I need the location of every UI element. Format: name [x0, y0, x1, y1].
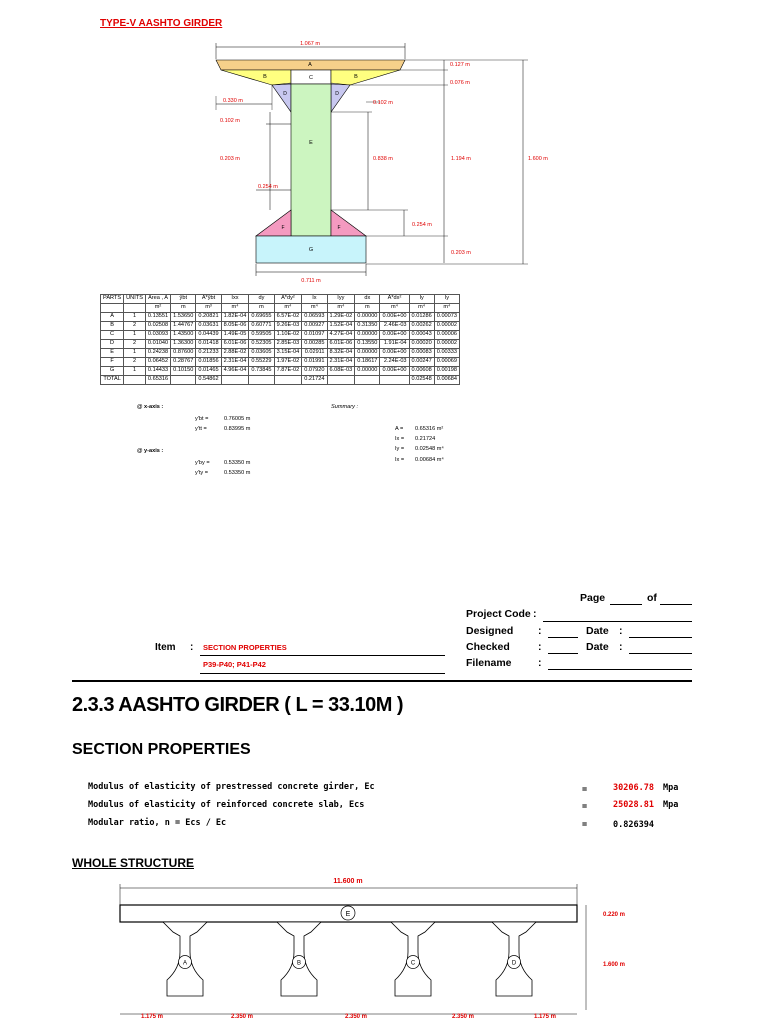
table-cell: 1.82E-04	[221, 313, 249, 322]
table-cell: 1.44767	[171, 322, 196, 331]
part-e-label: E	[309, 140, 313, 146]
dim-0203-left: 0.203 m	[220, 156, 240, 162]
table-cell: B	[101, 322, 124, 331]
yby-value: 0.53350 m	[224, 460, 251, 466]
checked-label: Checked	[466, 641, 510, 653]
col-header: Iy	[409, 295, 434, 304]
page-number-line	[610, 604, 642, 605]
y-axis-label: @ y-axis :	[137, 448, 164, 454]
mod2-value: 25028.81	[613, 800, 654, 810]
part-e-shape	[291, 84, 331, 236]
table-cell: 2.24E-03	[380, 358, 409, 367]
girder-label: D	[511, 960, 517, 967]
table-cell: 0.01991	[302, 358, 327, 367]
part-b-left-shape	[221, 70, 291, 85]
table-cell: 0.00006	[434, 331, 459, 340]
table-cell: C	[101, 331, 124, 340]
table-cell: 0.00608	[409, 367, 434, 376]
page-label: Page	[580, 592, 606, 604]
dim-top-width: 1.067 m	[300, 41, 320, 47]
filename-label: Filename	[466, 657, 512, 669]
yby-name: y'by =	[195, 460, 210, 466]
table-cell: 0.06593	[302, 313, 327, 322]
girder-d	[492, 922, 536, 996]
of-label: of	[647, 592, 657, 604]
table-cell: 2	[124, 322, 146, 331]
date-line	[629, 637, 692, 638]
table-cell: 1.91E-04	[380, 340, 409, 349]
table-cell: 6.01E-06	[221, 340, 249, 349]
item-box	[200, 638, 445, 674]
summary-name: Ix =	[395, 436, 405, 442]
filename-line	[548, 669, 692, 670]
date-line	[629, 653, 692, 654]
unit-cell: m⁴	[434, 304, 459, 313]
girder-label: A	[182, 960, 188, 967]
col-header: A*dy²	[274, 295, 302, 304]
colon: :	[538, 657, 542, 669]
table-cell: 0.00002	[434, 340, 459, 349]
part-f-left-shape	[256, 210, 291, 236]
dim-bottom-width: 0.711 m	[301, 278, 321, 284]
table-cell: 0.02548	[409, 376, 434, 385]
yty-name: y'ty =	[195, 470, 209, 476]
table-cell: 0.00198	[434, 367, 459, 376]
item-colon: :	[190, 642, 194, 653]
table-cell: 0.01040	[145, 340, 170, 349]
table-cell: 0.18617	[355, 358, 380, 367]
total-width: 11.600 m	[333, 878, 363, 885]
colon: :	[619, 625, 623, 637]
table-cell	[327, 376, 355, 385]
table-cell	[249, 376, 274, 385]
part-f-right-label: F	[337, 225, 341, 231]
table-cell: 6.57E-02	[274, 313, 302, 322]
unit-cell: m⁴	[409, 304, 434, 313]
unit-cell: m⁴	[274, 304, 302, 313]
colon: :	[538, 625, 542, 637]
part-d-right-shape	[331, 84, 350, 112]
part-a-label: A	[308, 62, 312, 68]
item-divider	[200, 655, 445, 656]
part-c-label: C	[309, 75, 313, 81]
table-cell: 0.21233	[196, 349, 221, 358]
table-cell: 0.21724	[302, 376, 327, 385]
ybt-value: 0.76005 m	[224, 416, 251, 422]
table-cell: 0.01418	[196, 340, 221, 349]
table-cell: 4.27E-04	[327, 331, 355, 340]
checked-line	[548, 653, 578, 654]
table-cell: 0.55229	[249, 358, 274, 367]
table-cell: 2.88E-02	[221, 349, 249, 358]
table-cell: 0.00073	[434, 313, 459, 322]
table-row	[101, 331, 460, 340]
table-cell: 7.87E-02	[274, 367, 302, 376]
x-axis-label: @ x-axis :	[137, 404, 164, 410]
table-cell: 0.24238	[145, 349, 170, 358]
section-heading: 2.3.3 AASHTO GIRDER ( L = 33.10M )	[72, 694, 404, 716]
table-row	[101, 313, 460, 322]
table-cell: 8.05E-06	[221, 322, 249, 331]
table-cell: 0.01097	[302, 331, 327, 340]
table-cell: 0.60771	[249, 322, 274, 331]
table-header-row	[101, 295, 460, 304]
ybt-name: y'bt =	[195, 416, 209, 422]
col-header: Ix	[302, 295, 327, 304]
table-cell: 1.53650	[171, 313, 196, 322]
unit-cell: m	[355, 304, 380, 313]
table-cell: 0.01465	[196, 367, 221, 376]
table-row	[101, 322, 460, 331]
col-header: A*ȳbt	[196, 295, 221, 304]
table-cell	[274, 376, 302, 385]
part-d-left-shape	[272, 84, 291, 112]
section-properties-heading: SECTION PROPERTIES	[72, 741, 251, 758]
table-cell: 0.65316	[145, 376, 170, 385]
unit-cell	[101, 304, 124, 313]
col-header: A*dx²	[380, 295, 409, 304]
dim-0102-left: 0.102 m	[220, 118, 240, 124]
table-cell: 0.00083	[409, 349, 434, 358]
eq-sign: =	[582, 802, 588, 812]
project-code-line	[543, 621, 692, 622]
table-cell: 1.43500	[171, 331, 196, 340]
table-cell: 1.97E-02	[274, 358, 302, 367]
table-cell: 0.00684	[434, 376, 459, 385]
table-cell: 0.87600	[171, 349, 196, 358]
table-cell: 1.36300	[171, 340, 196, 349]
dim-0102-right: 0.102 m	[373, 100, 393, 106]
table-cell: 1	[124, 313, 146, 322]
table-row	[101, 349, 460, 358]
col-header: ȳbt	[171, 295, 196, 304]
dim-0254-left: 0.254 m	[258, 184, 278, 190]
table-cell: 0.59505	[249, 331, 274, 340]
table-cell: 0.00069	[434, 358, 459, 367]
table-cell: 0.73845	[249, 367, 274, 376]
dim-0203-right: 0.203 m	[451, 250, 471, 256]
table-cell: 0.13550	[355, 340, 380, 349]
table-row	[101, 340, 460, 349]
part-b-left-label: B	[263, 74, 267, 80]
slab-depth: 0.220 m	[603, 912, 626, 918]
dim-0254-right: 0.254 m	[412, 222, 432, 228]
colon: :	[538, 641, 542, 653]
girder-depth: 1.600 m	[603, 962, 626, 968]
table-cell: 0.03093	[145, 331, 170, 340]
unit-cell: m⁴	[327, 304, 355, 313]
eq-sign: =	[582, 820, 588, 830]
table-cell: 0.02508	[145, 322, 170, 331]
page-total-line	[660, 604, 692, 605]
designed-label: Designed	[466, 625, 514, 637]
table-cell: 2	[124, 340, 146, 349]
table-cell	[380, 376, 409, 385]
table-cell: G	[101, 367, 124, 376]
dim-0838: 0.838 m	[373, 156, 393, 162]
table-cell: 0.06452	[145, 358, 170, 367]
spacing-label: 1.175 m	[140, 1014, 164, 1020]
table-cell: E	[101, 349, 124, 358]
unit-cell: m⁴	[221, 304, 249, 313]
summary-name: A =	[395, 426, 404, 432]
unit-cell: m³	[196, 304, 221, 313]
girder-a	[163, 922, 207, 996]
spacing-label: 2.350 m	[230, 1014, 254, 1020]
spacing-label: 1.175 m	[533, 1014, 557, 1020]
table-cell: 0.28767	[171, 358, 196, 367]
dim-0330: 0.330 m	[223, 98, 243, 104]
table-cell: 0.04439	[196, 331, 221, 340]
dim-0076: 0.076 m	[450, 80, 470, 86]
table-cell: 0.10150	[171, 367, 196, 376]
col-header: UNITS	[124, 295, 146, 304]
colon: :	[533, 608, 537, 620]
section-properties-table	[100, 294, 460, 385]
table-cell: 1.49E-05	[221, 331, 249, 340]
summary-name: Ix =	[395, 457, 405, 463]
table-cell: 6.01E-06	[327, 340, 355, 349]
table-cell: 0.03631	[196, 322, 221, 331]
unit-cell	[124, 304, 146, 313]
part-f-right-shape	[331, 210, 366, 236]
dim-0127: 0.127 m	[450, 62, 470, 68]
table-cell: 1.29E-02	[327, 313, 355, 322]
part-b-right-shape	[331, 70, 400, 85]
part-g-label: G	[308, 247, 314, 253]
spacing-label: 2.350 m	[344, 1014, 368, 1020]
col-header: dy	[249, 295, 274, 304]
table-cell: 4.96E-04	[221, 367, 249, 376]
table-cell: 1	[124, 367, 146, 376]
mod1-unit: Mpa	[663, 783, 679, 793]
part-d-left-label: D	[283, 91, 287, 97]
girder-c	[391, 922, 435, 996]
summary-value: 0.65316 m²	[415, 426, 444, 432]
table-cell: 0.00000	[355, 331, 380, 340]
girder-label: B	[296, 960, 302, 967]
mod2-unit: Mpa	[663, 800, 679, 810]
part-b-right-label: B	[354, 74, 358, 80]
table-cell: F	[101, 358, 124, 367]
summary-value: 0.21724	[415, 436, 436, 442]
table-cell: 0.00000	[355, 367, 380, 376]
table-cell: 1	[124, 349, 146, 358]
table-cell: 0.69655	[249, 313, 274, 322]
col-header: Ixx	[221, 295, 249, 304]
unit-cell: m²	[145, 304, 170, 313]
mod2-label: Modulus of elasticity of reinforced concrete slab, Ecs	[88, 800, 365, 810]
table-cell: 0.02911	[302, 349, 327, 358]
table-cell: 0.13551	[145, 313, 170, 322]
col-header: Area , A	[145, 295, 170, 304]
table-cell: 0.52305	[249, 340, 274, 349]
table-cell: 0.00333	[434, 349, 459, 358]
table-cell: 1	[124, 331, 146, 340]
colon: :	[619, 641, 623, 653]
part-f-left-label: F	[281, 225, 285, 231]
table-cell: 0.07920	[302, 367, 327, 376]
table-cell: 2.85E-03	[274, 340, 302, 349]
table-cell: 9.26E-03	[274, 322, 302, 331]
designed-line	[548, 637, 578, 638]
table-row	[101, 358, 460, 367]
table-cell: 0.20821	[196, 313, 221, 322]
girder-cross-section-diagram	[200, 36, 548, 286]
eq-sign: =	[582, 785, 588, 795]
table-cell: 2	[124, 358, 146, 367]
unit-cell: m	[249, 304, 274, 313]
table-cell	[221, 376, 249, 385]
summary-value: 0.02548 m⁴	[415, 446, 444, 452]
table-cell: D	[101, 340, 124, 349]
unit-cell: m⁴	[302, 304, 327, 313]
table-cell: 0.00285	[302, 340, 327, 349]
dim-1600: 1.600 m	[528, 156, 548, 162]
table-cell: 0.54862	[196, 376, 221, 385]
unit-cell: m	[171, 304, 196, 313]
table-cell: 0.00000	[355, 349, 380, 358]
table-cell: 0.00000	[355, 313, 380, 322]
table-cell: 0.00043	[409, 331, 434, 340]
table-cell: 3.15E-04	[274, 349, 302, 358]
table-cell: 0.01286	[409, 313, 434, 322]
col-header: PARTS	[101, 295, 124, 304]
table-cell: TOTAL	[101, 376, 124, 385]
table-cell: A	[101, 313, 124, 322]
mod3-label: Modular ratio, n = Ecs / Ec	[88, 818, 227, 828]
item-value-2: P39-P40; P41-P42	[203, 660, 266, 669]
table-cell: 0.00002	[434, 322, 459, 331]
col-header: Iy	[434, 295, 459, 304]
part-d-right-label: D	[335, 91, 339, 97]
whole-structure-heading: WHOLE STRUCTURE	[72, 856, 194, 870]
table-cell: 0.00E+00	[380, 331, 409, 340]
table-cell: 0.00E+00	[380, 349, 409, 358]
girder-b	[277, 922, 321, 996]
table-cell: 0.01856	[196, 358, 221, 367]
table-cell: 2.46E-03	[380, 322, 409, 331]
item-value-1: SECTION PROPERTIES	[203, 643, 287, 652]
table-cell: 1.52E-04	[327, 322, 355, 331]
yty-value: 0.53350 m	[224, 470, 251, 476]
girder-label: C	[410, 960, 416, 967]
table-cell: 8.32E-04	[327, 349, 355, 358]
col-header: dx	[355, 295, 380, 304]
table-cell	[171, 376, 196, 385]
table-cell: 0.00927	[302, 322, 327, 331]
mod1-label: Modulus of elasticity of prestressed concrete girder, Ec	[88, 782, 375, 792]
whole-structure-diagram	[100, 870, 680, 1024]
deck-label: E	[345, 911, 351, 918]
table-cell: 0.00262	[409, 322, 434, 331]
mod1-value: 30206.78	[613, 783, 654, 793]
date-label: Date	[586, 625, 609, 637]
summary-name: Iy =	[395, 446, 405, 452]
table-cell: 0.00E+00	[380, 313, 409, 322]
col-header: Iyy	[327, 295, 355, 304]
table-cell: 6.08E-03	[327, 367, 355, 376]
header-rule	[72, 680, 692, 682]
table-cell: 0.00E+00	[380, 367, 409, 376]
table-cell: 0.00247	[409, 358, 434, 367]
unit-cell: m⁴	[380, 304, 409, 313]
spacing-label: 2.350 m	[451, 1014, 475, 1020]
table-cell: 0.00020	[409, 340, 434, 349]
table-cell: 2.31E-04	[327, 358, 355, 367]
summary-value: 0.00684 m⁴	[415, 457, 444, 463]
ytt-name: y'tt =	[195, 426, 207, 432]
table-cell	[124, 376, 146, 385]
ytt-value: 0.83995 m	[224, 426, 251, 432]
table-cell: 0.03605	[249, 349, 274, 358]
mod3-value: 0.826394	[613, 820, 654, 830]
item-label: Item	[155, 642, 176, 653]
date-label: Date	[586, 641, 609, 653]
dim-1194: 1.194 m	[451, 156, 471, 162]
table-row	[101, 367, 460, 376]
table-cell: 2.31E-04	[221, 358, 249, 367]
table-cell: 0.14433	[145, 367, 170, 376]
summary-title: Summary :	[331, 404, 359, 410]
table-units-row	[101, 304, 460, 313]
table-cell	[355, 376, 380, 385]
project-code-label: Project Code	[466, 608, 531, 620]
girder-type-title: TYPE-V AASHTO GIRDER	[100, 18, 223, 29]
table-total-row	[101, 376, 460, 385]
table-cell: 0.31350	[355, 322, 380, 331]
table-cell: 1.10E-02	[274, 331, 302, 340]
